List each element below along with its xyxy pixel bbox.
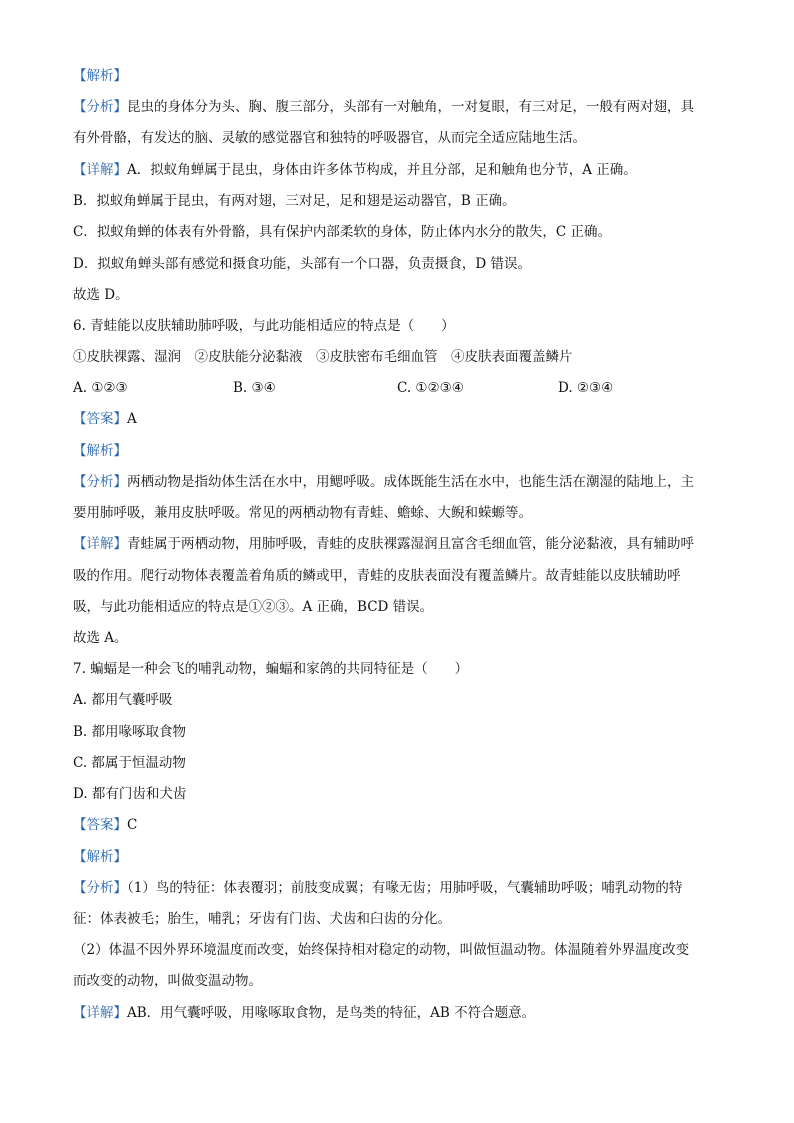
detail-text: 吸的作用。爬行动物体表覆盖着角质的鳞或甲，青蛙的皮肤表面没有覆盖鳞片。故青蛙能以皮肤辅助呼 xyxy=(73,568,681,584)
analysis-text: 两栖动物是指幼体生活在水中，用鳃呼吸。成体既能生活在水中，也能生活在潮湿的陆地上，主 xyxy=(127,474,694,490)
question-7-option-b xyxy=(73,722,723,742)
option-a: A. 都用气囊呼吸 xyxy=(73,692,173,708)
analysis-text: 征：体表被毛；胎生，哺乳；牙齿有门齿、犬齿和臼齿的分化。 xyxy=(73,911,451,927)
option-a: A. ①②③ xyxy=(73,380,128,396)
question-6-features xyxy=(73,347,723,367)
xiangjie-label: 【详解】 xyxy=(73,162,127,178)
detail-paragraph xyxy=(73,534,723,554)
question-text: 6. 青蛙能以皮肤辅助肺呼吸，与此功能相适应的特点是（ ） xyxy=(73,318,455,334)
answer-value: C xyxy=(127,817,138,833)
analysis-paragraph-2-cont xyxy=(73,971,723,991)
conclusion-text: 故选 D。 xyxy=(73,287,129,303)
option-d: D. ②③④ xyxy=(558,380,614,396)
features-text: ①皮肤裸露、湿润 ②皮肤能分泌黏液 ③皮肤密布毛细血管 ④皮肤表面覆盖鳞片 xyxy=(73,349,573,365)
option-b: B. ③④ xyxy=(233,380,276,396)
analysis-paragraph-cont xyxy=(73,503,723,523)
detail-text: A．拟蚁角蝉属于昆虫，身体由许多体节构成，并且分部，足和触角也分节，A 正确。 xyxy=(127,162,637,178)
answer-value: A xyxy=(127,411,137,427)
option-b: B. 都用喙啄取食物 xyxy=(73,724,187,740)
detail-text: 吸，与此功能相适应的特点是①②③。A 正确，BCD 错误。 xyxy=(73,599,434,615)
xiangjie-label: 【详解】 xyxy=(73,536,127,552)
analysis-text: 要用肺呼吸，兼用皮肤呼吸。常见的两栖动物有青蛙、蟾蜍、大鲵和蝾螈等。 xyxy=(73,505,532,521)
fenxi-label: 【分析】 xyxy=(73,474,127,490)
detail-option-d xyxy=(73,254,723,274)
question-7-stem xyxy=(73,659,723,679)
question-7-option-d xyxy=(73,784,723,804)
detail-text: B．拟蚁角蝉属于昆虫，有两对翅，三对足，足和翅是运动器官，B 正确。 xyxy=(73,193,516,209)
analysis-heading xyxy=(73,441,723,461)
question-7-option-c xyxy=(73,753,723,773)
detail-text: C．拟蚁角蝉的体表有外骨骼，具有保护内部柔软的身体，防止体内水分的散失，C 正确。 xyxy=(73,224,611,240)
detail-text: 青蛙属于两栖动物，用肺呼吸，青蛙的皮肤裸露湿润且富含毛细血管，能分泌黏液，具有辅助呼 xyxy=(127,536,694,552)
question-7-option-a xyxy=(73,690,723,710)
fenxi-label: 【分析】 xyxy=(73,880,127,896)
detail-paragraph xyxy=(73,160,723,180)
detail-option-b xyxy=(73,191,723,211)
detail-option-c xyxy=(73,222,723,242)
analysis-heading xyxy=(73,66,723,86)
analysis-paragraph xyxy=(73,472,723,492)
xiangjie-label: 【详解】 xyxy=(73,1005,127,1021)
detail-paragraph xyxy=(73,1003,723,1023)
jiexi-label: 【解析】 xyxy=(73,443,127,459)
analysis-text: 有外骨骼，有发达的脑、灵敏的感觉器官和独特的呼吸器官，从而完全适应陆地生活。 xyxy=(73,130,586,146)
question-6-options xyxy=(73,378,723,398)
analysis-paragraph-2 xyxy=(73,940,723,960)
analysis-paragraph-cont xyxy=(73,128,723,148)
analysis-text: 昆虫的身体分为头、胸、腹三部分，头部有一对触角，一对复眼，有三对足，一般有两对翅，具 xyxy=(127,99,694,115)
option-c: C. 都属于恒温动物 xyxy=(73,755,186,771)
detail-text: D．拟蚁角蝉头部有感觉和摄食功能，头部有一个口器，负责摄食，D 错误。 xyxy=(73,256,531,272)
option-d: D. 都有门齿和犬齿 xyxy=(73,786,187,802)
analysis-paragraph xyxy=(73,878,723,898)
answer-label: 【答案】 xyxy=(73,411,127,427)
question-text: 7. 蝙蝠是一种会飞的哺乳动物，蝙蝠和家鸽的共同特征是（ ） xyxy=(73,661,469,677)
detail-paragraph-cont xyxy=(73,566,723,586)
analysis-text: 而改变的动物，叫做变温动物。 xyxy=(73,973,262,989)
answer-line xyxy=(73,409,723,429)
detail-text: AB．用气囊呼吸，用喙啄取食物，是鸟类的特征，AB 不符合题意。 xyxy=(127,1005,536,1021)
analysis-heading xyxy=(73,847,723,867)
analysis-paragraph xyxy=(73,97,723,117)
conclusion xyxy=(73,628,723,648)
conclusion xyxy=(73,285,723,305)
analysis-text: （1）鸟的特征：体表覆羽；前肢变成翼；有喙无齿；用肺呼吸，气囊辅助呼吸；哺乳动物的特 xyxy=(127,880,683,896)
conclusion-text: 故选 A。 xyxy=(73,630,128,646)
analysis-text: （2）体温不因外界环境温度而改变，始终保持相对稳定的动物，叫做恒温动物。体温随着外界温度改变 xyxy=(73,942,690,958)
analysis-paragraph-cont xyxy=(73,909,723,929)
detail-paragraph-cont xyxy=(73,597,723,617)
jiexi-label: 【解析】 xyxy=(73,849,127,865)
answer-line xyxy=(73,815,723,835)
jiexi-label: 【解析】 xyxy=(73,68,127,84)
question-6-stem xyxy=(73,316,723,336)
option-c: C. ①②③④ xyxy=(397,380,464,396)
fenxi-label: 【分析】 xyxy=(73,99,127,115)
answer-label: 【答案】 xyxy=(73,817,127,833)
